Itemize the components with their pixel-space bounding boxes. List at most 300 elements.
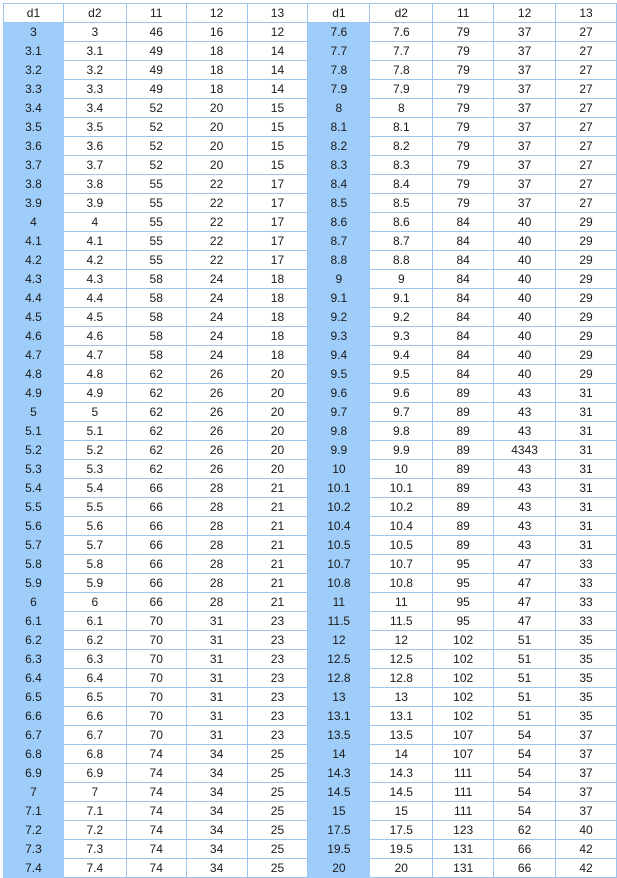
table-cell: 22 <box>186 251 247 270</box>
table-cell: 11 <box>370 593 433 612</box>
key-cell: 10.8 <box>308 574 370 593</box>
table-cell: 52 <box>126 137 186 156</box>
table-cell: 34 <box>186 764 247 783</box>
table-cell: 31 <box>556 403 617 422</box>
table-cell: 43 <box>494 460 556 479</box>
table-cell: 23 <box>247 726 308 745</box>
table-cell: 3.9 <box>63 194 126 213</box>
table-cell: 7.8 <box>370 61 433 80</box>
table-cell: 27 <box>556 137 617 156</box>
table-cell: 79 <box>433 137 494 156</box>
column-header: 12 <box>186 4 247 23</box>
table-cell: 35 <box>556 631 617 650</box>
table-cell: 7.7 <box>370 42 433 61</box>
table-cell: 29 <box>556 365 617 384</box>
table-cell: 70 <box>126 612 186 631</box>
table-cell: 27 <box>556 175 617 194</box>
table-cell: 17 <box>247 213 308 232</box>
table-cell: 20 <box>247 460 308 479</box>
table-cell: 23 <box>247 650 308 669</box>
table-cell: 9.6 <box>370 384 433 403</box>
table-cell: 20 <box>247 384 308 403</box>
table-cell: 20 <box>186 99 247 118</box>
table-cell: 4.4 <box>63 289 126 308</box>
table-cell: 21 <box>247 536 308 555</box>
table-cell: 25 <box>247 745 308 764</box>
table-cell: 20 <box>186 118 247 137</box>
table-cell: 70 <box>126 669 186 688</box>
key-cell: 4.4 <box>4 289 64 308</box>
table-cell: 40 <box>494 289 556 308</box>
key-cell: 14.3 <box>308 764 370 783</box>
table-cell: 29 <box>556 251 617 270</box>
table-cell: 24 <box>186 308 247 327</box>
table-cell: 3.7 <box>63 156 126 175</box>
table-cell: 79 <box>433 156 494 175</box>
table-cell: 89 <box>433 536 494 555</box>
table-cell: 74 <box>126 840 186 859</box>
table-cell: 84 <box>433 365 494 384</box>
table-cell: 29 <box>556 232 617 251</box>
table-cell: 3 <box>63 23 126 42</box>
table-cell: 89 <box>433 517 494 536</box>
table-cell: 84 <box>433 308 494 327</box>
table-cell: 74 <box>126 783 186 802</box>
table-cell: 4.7 <box>63 346 126 365</box>
table-cell: 7.3 <box>63 840 126 859</box>
table-cell: 10.7 <box>370 555 433 574</box>
table-cell: 62 <box>126 460 186 479</box>
table-cell: 4.3 <box>63 270 126 289</box>
table-cell: 62 <box>126 422 186 441</box>
table-cell: 54 <box>494 764 556 783</box>
table-row <box>4 555 617 574</box>
table-cell: 28 <box>186 536 247 555</box>
table-cell: 14.3 <box>370 764 433 783</box>
table-cell: 27 <box>556 99 617 118</box>
table-row <box>4 593 617 612</box>
column-header: 11 <box>433 4 494 23</box>
table-cell: 102 <box>433 650 494 669</box>
table-cell: 84 <box>433 327 494 346</box>
table-row <box>4 536 617 555</box>
data-table <box>3 3 617 878</box>
table-cell: 58 <box>126 308 186 327</box>
table-cell: 11.5 <box>370 612 433 631</box>
table-cell: 5.1 <box>63 422 126 441</box>
table-cell: 21 <box>247 479 308 498</box>
table-cell: 25 <box>247 840 308 859</box>
table-cell: 89 <box>433 498 494 517</box>
table-cell: 79 <box>433 118 494 137</box>
table-cell: 8.8 <box>370 251 433 270</box>
table-cell: 28 <box>186 593 247 612</box>
table-row <box>4 479 617 498</box>
table-row <box>4 175 617 194</box>
table-row <box>4 612 617 631</box>
table-cell: 54 <box>494 802 556 821</box>
table-cell: 31 <box>186 688 247 707</box>
table-cell: 13.1 <box>370 707 433 726</box>
table-cell: 89 <box>433 384 494 403</box>
table-row <box>4 574 617 593</box>
table-row <box>4 327 617 346</box>
table-cell: 12 <box>370 631 433 650</box>
table-cell: 8.5 <box>370 194 433 213</box>
table-cell: 23 <box>247 688 308 707</box>
table-cell: 34 <box>186 859 247 878</box>
table-cell: 6.4 <box>63 669 126 688</box>
table-cell: 52 <box>126 156 186 175</box>
table-cell: 43 <box>494 403 556 422</box>
table-cell: 22 <box>186 213 247 232</box>
table-cell: 79 <box>433 194 494 213</box>
table-cell: 111 <box>433 802 494 821</box>
table-cell: 4.9 <box>63 384 126 403</box>
key-cell: 3.4 <box>4 99 64 118</box>
table-cell: 66 <box>126 517 186 536</box>
table-cell: 20 <box>247 403 308 422</box>
table-cell: 37 <box>494 156 556 175</box>
table-cell: 58 <box>126 289 186 308</box>
table-cell: 95 <box>433 612 494 631</box>
table-cell: 12.8 <box>370 669 433 688</box>
table-cell: 4.6 <box>63 327 126 346</box>
table-cell: 66 <box>126 536 186 555</box>
key-cell: 8.5 <box>308 194 370 213</box>
table-cell: 89 <box>433 479 494 498</box>
key-cell: 6 <box>4 593 64 612</box>
table-cell: 7.4 <box>63 859 126 878</box>
table-cell: 14 <box>247 61 308 80</box>
table-cell: 7.6 <box>370 23 433 42</box>
table-cell: 29 <box>556 213 617 232</box>
table-cell: 40 <box>494 213 556 232</box>
table-cell: 25 <box>247 821 308 840</box>
table-row <box>4 23 617 42</box>
table-cell: 23 <box>247 612 308 631</box>
table-cell: 37 <box>494 99 556 118</box>
key-cell: 3.9 <box>4 194 64 213</box>
table-cell: 18 <box>247 289 308 308</box>
table-cell: 70 <box>126 688 186 707</box>
table-cell: 26 <box>186 422 247 441</box>
table-cell: 84 <box>433 270 494 289</box>
table-cell: 29 <box>556 327 617 346</box>
table-cell: 29 <box>556 308 617 327</box>
key-cell: 3.5 <box>4 118 64 137</box>
table-cell: 95 <box>433 555 494 574</box>
table-cell: 31 <box>556 517 617 536</box>
column-header: 13 <box>556 4 617 23</box>
table-cell: 34 <box>186 840 247 859</box>
table-cell: 62 <box>126 441 186 460</box>
table-cell: 8.2 <box>370 137 433 156</box>
table-cell: 35 <box>556 688 617 707</box>
key-cell: 5.9 <box>4 574 64 593</box>
table-cell: 31 <box>556 498 617 517</box>
table-cell: 47 <box>494 593 556 612</box>
table-cell: 66 <box>126 574 186 593</box>
table-cell: 27 <box>556 23 617 42</box>
table-cell: 66 <box>494 859 556 878</box>
table-cell: 9.3 <box>370 327 433 346</box>
table-cell: 3.5 <box>63 118 126 137</box>
table-cell: 52 <box>126 99 186 118</box>
table-row <box>4 289 617 308</box>
table-cell: 12.5 <box>370 650 433 669</box>
column-header: d1 <box>308 4 370 23</box>
table-cell: 62 <box>126 365 186 384</box>
key-cell: 11.5 <box>308 612 370 631</box>
table-cell: 37 <box>494 80 556 99</box>
table-cell: 35 <box>556 707 617 726</box>
table-cell: 43 <box>494 517 556 536</box>
table-body <box>4 23 617 878</box>
key-cell: 13.5 <box>308 726 370 745</box>
table-cell: 8.7 <box>370 232 433 251</box>
table-cell: 25 <box>247 859 308 878</box>
table-cell: 9.8 <box>370 422 433 441</box>
table-cell: 8.6 <box>370 213 433 232</box>
table-cell: 20 <box>247 422 308 441</box>
table-cell: 31 <box>556 479 617 498</box>
table-row <box>4 821 617 840</box>
key-cell: 3.7 <box>4 156 64 175</box>
key-cell: 10.5 <box>308 536 370 555</box>
table-cell: 27 <box>556 80 617 99</box>
key-cell: 9.6 <box>308 384 370 403</box>
table-cell: 111 <box>433 764 494 783</box>
table-cell: 17 <box>247 251 308 270</box>
table-row <box>4 726 617 745</box>
key-cell: 14 <box>308 745 370 764</box>
table-cell: 6.2 <box>63 631 126 650</box>
table-cell: 55 <box>126 213 186 232</box>
table-cell: 43 <box>494 384 556 403</box>
table-cell: 23 <box>247 669 308 688</box>
table-cell: 22 <box>186 194 247 213</box>
table-cell: 84 <box>433 289 494 308</box>
table-cell: 43 <box>494 498 556 517</box>
table-cell: 25 <box>247 783 308 802</box>
table-cell: 17 <box>247 232 308 251</box>
key-cell: 3.2 <box>4 61 64 80</box>
key-cell: 8.2 <box>308 137 370 156</box>
table-cell: 15 <box>370 802 433 821</box>
key-cell: 6.9 <box>4 764 64 783</box>
table-cell: 66 <box>494 840 556 859</box>
table-cell: 25 <box>247 764 308 783</box>
table-cell: 23 <box>247 707 308 726</box>
table-cell: 24 <box>186 270 247 289</box>
table-cell: 34 <box>186 802 247 821</box>
key-cell: 8.7 <box>308 232 370 251</box>
table-row <box>4 308 617 327</box>
table-cell: 15 <box>247 137 308 156</box>
table-cell: 18 <box>247 270 308 289</box>
key-cell: 7.7 <box>308 42 370 61</box>
table-cell: 20 <box>370 859 433 878</box>
table-cell: 102 <box>433 669 494 688</box>
table-cell: 28 <box>186 555 247 574</box>
table-cell: 18 <box>247 308 308 327</box>
table-cell: 15 <box>247 156 308 175</box>
table-cell: 5.6 <box>63 517 126 536</box>
key-cell: 10.1 <box>308 479 370 498</box>
table-cell: 58 <box>126 270 186 289</box>
table-cell: 37 <box>556 764 617 783</box>
table-cell: 21 <box>247 593 308 612</box>
key-cell: 9.7 <box>308 403 370 422</box>
table-cell: 33 <box>556 612 617 631</box>
table-cell: 84 <box>433 213 494 232</box>
table-cell: 7.2 <box>63 821 126 840</box>
table-cell: 29 <box>556 289 617 308</box>
table-cell: 3.8 <box>63 175 126 194</box>
table-row <box>4 460 617 479</box>
table-row <box>4 384 617 403</box>
table-cell: 62 <box>126 384 186 403</box>
table-cell: 42 <box>556 840 617 859</box>
key-cell: 9.8 <box>308 422 370 441</box>
table-cell: 40 <box>556 821 617 840</box>
table-cell: 7 <box>63 783 126 802</box>
table-row <box>4 840 617 859</box>
table-cell: 37 <box>556 802 617 821</box>
table-cell: 37 <box>494 118 556 137</box>
table-row <box>4 745 617 764</box>
table-cell: 4.2 <box>63 251 126 270</box>
table-cell: 5 <box>63 403 126 422</box>
table-cell: 12 <box>247 23 308 42</box>
key-cell: 12.5 <box>308 650 370 669</box>
table-cell: 13.5 <box>370 726 433 745</box>
key-cell: 5.2 <box>4 441 64 460</box>
table-cell: 131 <box>433 859 494 878</box>
key-cell: 9.3 <box>308 327 370 346</box>
table-row <box>4 403 617 422</box>
table-cell: 3.3 <box>63 80 126 99</box>
table-cell: 34 <box>186 783 247 802</box>
table-cell: 66 <box>126 593 186 612</box>
table-cell: 51 <box>494 669 556 688</box>
key-cell: 10.4 <box>308 517 370 536</box>
table-row <box>4 802 617 821</box>
key-cell: 9.1 <box>308 289 370 308</box>
table-cell: 43 <box>494 422 556 441</box>
table-row <box>4 669 617 688</box>
table-cell: 35 <box>556 669 617 688</box>
key-cell: 6.3 <box>4 650 64 669</box>
table-cell: 95 <box>433 574 494 593</box>
key-cell: 6.1 <box>4 612 64 631</box>
table-cell: 29 <box>556 270 617 289</box>
table-cell: 89 <box>433 403 494 422</box>
table-cell: 47 <box>494 555 556 574</box>
key-cell: 5.1 <box>4 422 64 441</box>
table-cell: 37 <box>494 42 556 61</box>
table-cell: 28 <box>186 479 247 498</box>
key-cell: 4.7 <box>4 346 64 365</box>
table-cell: 20 <box>247 441 308 460</box>
table-cell: 79 <box>433 175 494 194</box>
table-cell: 27 <box>556 156 617 175</box>
table-cell: 66 <box>126 479 186 498</box>
table-cell: 40 <box>494 251 556 270</box>
table-cell: 37 <box>494 23 556 42</box>
table-cell: 58 <box>126 327 186 346</box>
table-cell: 24 <box>186 346 247 365</box>
table-cell: 15 <box>247 118 308 137</box>
table-row <box>4 270 617 289</box>
key-cell: 6.2 <box>4 631 64 650</box>
table-cell: 26 <box>186 460 247 479</box>
table-cell: 5.2 <box>63 441 126 460</box>
table-cell: 84 <box>433 346 494 365</box>
key-cell: 9.2 <box>308 308 370 327</box>
table-row <box>4 232 617 251</box>
table-cell: 21 <box>247 555 308 574</box>
table-cell: 102 <box>433 631 494 650</box>
key-cell: 3.1 <box>4 42 64 61</box>
key-cell: 17.5 <box>308 821 370 840</box>
key-cell: 5.4 <box>4 479 64 498</box>
table-cell: 5.7 <box>63 536 126 555</box>
table-cell: 8.4 <box>370 175 433 194</box>
key-cell: 3 <box>4 23 64 42</box>
key-cell: 6.6 <box>4 707 64 726</box>
table-cell: 27 <box>556 194 617 213</box>
table-cell: 10.8 <box>370 574 433 593</box>
table-cell: 31 <box>186 726 247 745</box>
table-row <box>4 859 617 878</box>
table-cell: 70 <box>126 726 186 745</box>
table-cell: 9.5 <box>370 365 433 384</box>
key-cell: 3.8 <box>4 175 64 194</box>
table-cell: 28 <box>186 574 247 593</box>
table-cell: 14 <box>247 42 308 61</box>
table-cell: 20 <box>186 156 247 175</box>
table-cell: 16 <box>186 23 247 42</box>
key-cell: 12 <box>308 631 370 650</box>
table-cell: 52 <box>126 118 186 137</box>
table-cell: 79 <box>433 61 494 80</box>
table-cell: 51 <box>494 631 556 650</box>
key-cell: 3.6 <box>4 137 64 156</box>
table-cell: 33 <box>556 555 617 574</box>
table-cell: 70 <box>126 631 186 650</box>
table-cell: 9.7 <box>370 403 433 422</box>
key-cell: 13.1 <box>308 707 370 726</box>
key-cell: 9.5 <box>308 365 370 384</box>
key-cell: 7.3 <box>4 840 64 859</box>
table-cell: 55 <box>126 251 186 270</box>
table-cell: 29 <box>556 346 617 365</box>
table-cell: 31 <box>186 612 247 631</box>
table-cell: 102 <box>433 707 494 726</box>
table-cell: 70 <box>126 707 186 726</box>
key-cell: 4.2 <box>4 251 64 270</box>
key-cell: 7.8 <box>308 61 370 80</box>
key-cell: 7.6 <box>308 23 370 42</box>
table-cell: 25 <box>247 802 308 821</box>
table-cell: 33 <box>556 574 617 593</box>
key-cell: 5.6 <box>4 517 64 536</box>
table-cell: 31 <box>186 669 247 688</box>
table-cell: 27 <box>556 42 617 61</box>
key-cell: 19.5 <box>308 840 370 859</box>
